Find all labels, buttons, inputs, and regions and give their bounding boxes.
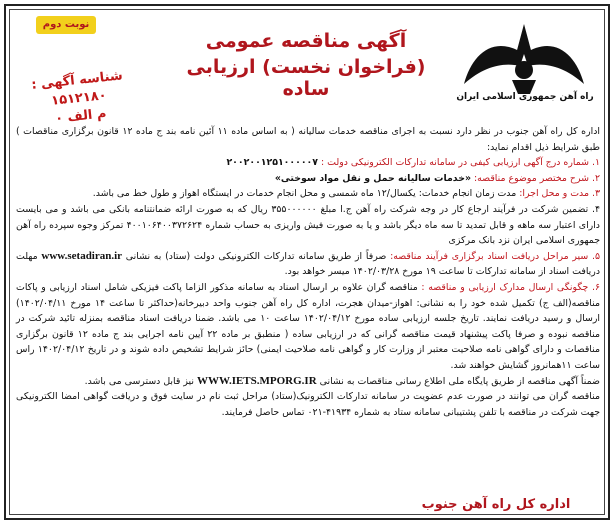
notice-code: م الف ۰ <box>54 106 108 127</box>
item-1-value: ۲۰۰۲۰۰۱۲۵۱۰۰۰۰۰۷ <box>226 157 319 169</box>
item-2-value: «خدمات سالیانه حمل و نقل مواد سوختی» <box>274 172 472 184</box>
item-2-label: ۲. شرح مختصر موضوع مناقصه: <box>474 172 600 184</box>
item-1 <box>16 155 600 171</box>
notice-subtitle: (فراخوان نخست) ارزیابی ساده <box>186 56 426 100</box>
item-5 <box>16 249 600 280</box>
notice-id-stamp <box>21 66 136 131</box>
setadiran-link[interactable]: www.setadiran.ir <box>41 249 123 262</box>
logo-caption: راه آهن جمهوری اسلامی ایران <box>456 92 594 102</box>
item-4: ۴. تضمین شرکت در فرآیند ارجاع کار در وجه شرکت راه آهن ج.ا مبلغ ۳۵۵۰۰۰۰۰۰ ریال که به صورت ارائه ضمانتنامه بانکی می باشد و می بایست دارای اعتبار سه ماهه و قابل تمدید تا سه ماه دیگر باشد و یا به صورت فیش واریزی به حساب شماره ۴۰۰۱۰۶۴۰۰۳۷۲۶۲۴ تمرکز وجوه سپرده راه آهن جمهوری اسلامی ایران نزد بانک مرکزی <box>16 203 600 247</box>
item-5-tail: مهلت دریافت اسناد از سامانه تدارکات تا ساعت ۱۹ مورخ ۱۴۰۲/۰۳/۲۸ میسر خواهد بود. <box>16 250 600 278</box>
bullet-1-tail: نیز قابل دسترسی می باشد. <box>84 375 194 387</box>
item-3-value: مدت زمان انجام خدمات: یکسال/۱۲ ماه شمسی و محل انجام خدمات در ایستگاه اهواز و طول خط می باشد. <box>92 188 517 200</box>
intro-paragraph: اداره کل راه آهن جنوب در نظر دارد نسبت به اجرای مناقصه خدمات سالیانه ( به اساس ماده ۱۱ آئین نامه بند ج ماده ۱۲ قانون برگزاری مناقصات ) طبق شرایط ذیل اقدام نماید: <box>16 126 600 153</box>
item-5-label: ۵. سیر مراحل دریافت اسناد برگزاری فرآیند مناقصه: <box>390 250 600 262</box>
notice-frame <box>4 4 610 520</box>
item-3 <box>16 186 600 202</box>
item-6-label: ۶. چگونگی ارسال مدارک ارزیابی و مناقصه : <box>421 281 600 293</box>
item-3-label: ۳. مدت و محل اجرا: <box>519 188 600 200</box>
item-1-label: ۱. شماره درج آگهی ارزیابی کیفی در سامانه تدارکات الکترونیکی دولت : <box>321 157 600 169</box>
round-badge: نوبت دوم <box>36 16 96 34</box>
item-6-value: مناقصه گران علاوه بر ارسال اسناد به سامانه مذکور الزاما پاکت فیزیکی شامل اسناد ارزیابی و پاکات مناقصه(الف ج) تکمیل شده خود را به نشانی: اهواز-میدان هجرت، اداره کل راه آهن جنوب واحد دبیرخانه(حداکثر تا ساعت ۱۴ مورخ ۱۴۰۲/۰۴/۱۱) ارسال و رسید دریافت نمایند. تاریخ جلسه ارزیابی ساده مورخ ۱۴۰۲/۰۴/۱۲ ساعت ۱۰ می باشد. ضمنا دریافت اسناد مناقصه بمنزله تائید شرکت در مناقصه نبوده و صرفا پاکت پیشنهاد قیمت مناقصه گرانی که در ارزیابی ساده ( منطبق بر ماده ۲۲ آیین نامه اجرایی بند ج ماده ۱۲ قانون برگزاری مناقصات و دارای گواهی نامه صلاحیت معتبر از وزارت کار و گواهی نامه صلاحیت ایمنی) حائز شرایط تشخیص داده شوند و در تاریخ ۱۴۰۲/۰۴/۱۲ راس ساعت ۱۱همانروز گشایش خواهند شد. <box>16 281 601 371</box>
item-6 <box>16 280 600 374</box>
notice-title: آگهی مناقصه عمومی <box>205 30 407 52</box>
item-5-value: صرفاً از طریق سامانه تدارکات الکترونیکی دولت (ستاد) به نشانی <box>125 250 387 262</box>
iets-link[interactable]: WWW.IETS.MPORG.IR <box>196 374 317 387</box>
signature: اداره کل راه آهن جنوب <box>421 497 571 512</box>
bullet-2: مناقصه گران می توانند در صورت عدم عضویت در سامانه تدارکات الکترونیک(ستاد) مراحل ثبت نام در سایت فوق و دریافت گواهی امضا الکترونیکی جهت شرکت در مناقصه با تلفن پشتیبانی سامانه ستاد به شماره ۴۱۹۳۴-۰۲۱ تماس حاصل فرمایند. <box>16 391 600 418</box>
bullet-1-text: ضمناً آگهی مناقصه از طریق پایگاه ملی اطلاع رسانی مناقصات به نشانی <box>319 375 600 387</box>
bullet-1 <box>16 374 600 390</box>
notice-body <box>16 124 600 420</box>
notice-id: شناسه آگهی : ۱۵۱۲۱۸۰ <box>30 68 124 109</box>
item-2 <box>16 171 600 187</box>
